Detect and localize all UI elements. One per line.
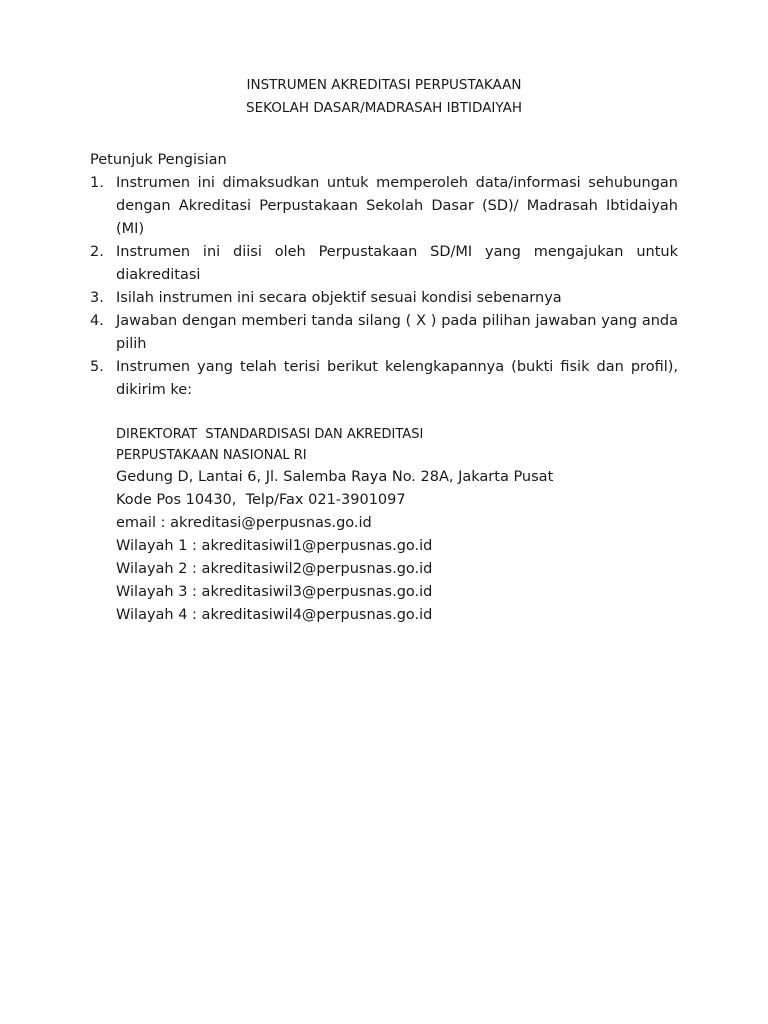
instruction-item-2 <box>90 241 678 287</box>
address-wilayah-1: Wilayah 1 : akreditasiwil1@perpusnas.go.id <box>116 538 433 554</box>
address-org-line-2: PERPUSTAKAAN NASIONAL RI <box>116 448 307 463</box>
instructions-heading: Petunjuk Pengisian <box>90 152 227 168</box>
instruction-number: 1. <box>90 175 104 191</box>
address-wilayah-2: Wilayah 2 : akreditasiwil2@perpusnas.go.id <box>116 561 433 577</box>
instruction-text: Isilah instrumen ini secara objektif sesuai kondisi sebenarnya <box>116 290 562 306</box>
address-building: Gedung D, Lantai 6, Jl. Salemba Raya No. 28A, Jakarta Pusat <box>116 469 554 485</box>
address-email: email : akreditasi@perpusnas.go.id <box>116 515 372 531</box>
instructions-list <box>90 172 678 402</box>
address-org-line-1: DIREKTORAT STANDARDISASI DAN AKREDITASI <box>116 427 424 442</box>
instruction-item-3 <box>90 287 678 310</box>
document-title-line-2: SEKOLAH DASAR/MADRASAH IBTIDAIYAH <box>246 100 522 116</box>
instruction-text: Instrumen ini diisi oleh Perpustakaan SD/MI yang mengajukan untuk diakreditasi <box>116 244 678 283</box>
address-block <box>116 424 696 627</box>
instruction-item-1 <box>90 172 678 241</box>
address-postal-phone: Kode Pos 10430, Telp/Fax 021-3901097 <box>116 492 406 508</box>
instruction-text: Instrumen yang telah terisi berikut kelengkapannya (bukti fisik dan profil), dikirim ke: <box>116 359 678 398</box>
instruction-item-4 <box>90 310 678 356</box>
instruction-number: 3. <box>90 290 104 306</box>
document-title-line-1: INSTRUMEN AKREDITASI PERPUSTAKAAN <box>246 77 522 93</box>
instruction-number: 5. <box>90 359 104 375</box>
instruction-item-5 <box>90 356 678 402</box>
address-wilayah-4: Wilayah 4 : akreditasiwil4@perpusnas.go.id <box>116 607 433 623</box>
instruction-text: Instrumen ini dimaksudkan untuk memperoleh data/informasi sehubungan dengan Akreditasi Perpustakaan Sekolah Dasar (SD)/ Madrasah Ibtidaiyah (MI) <box>116 175 678 237</box>
instruction-number: 4. <box>90 313 104 329</box>
instruction-text: Jawaban dengan memberi tanda silang ( X ) pada pilihan jawaban yang anda pilih <box>116 313 678 352</box>
address-wilayah-3: Wilayah 3 : akreditasiwil3@perpusnas.go.id <box>116 584 433 600</box>
instruction-number: 2. <box>90 244 104 260</box>
